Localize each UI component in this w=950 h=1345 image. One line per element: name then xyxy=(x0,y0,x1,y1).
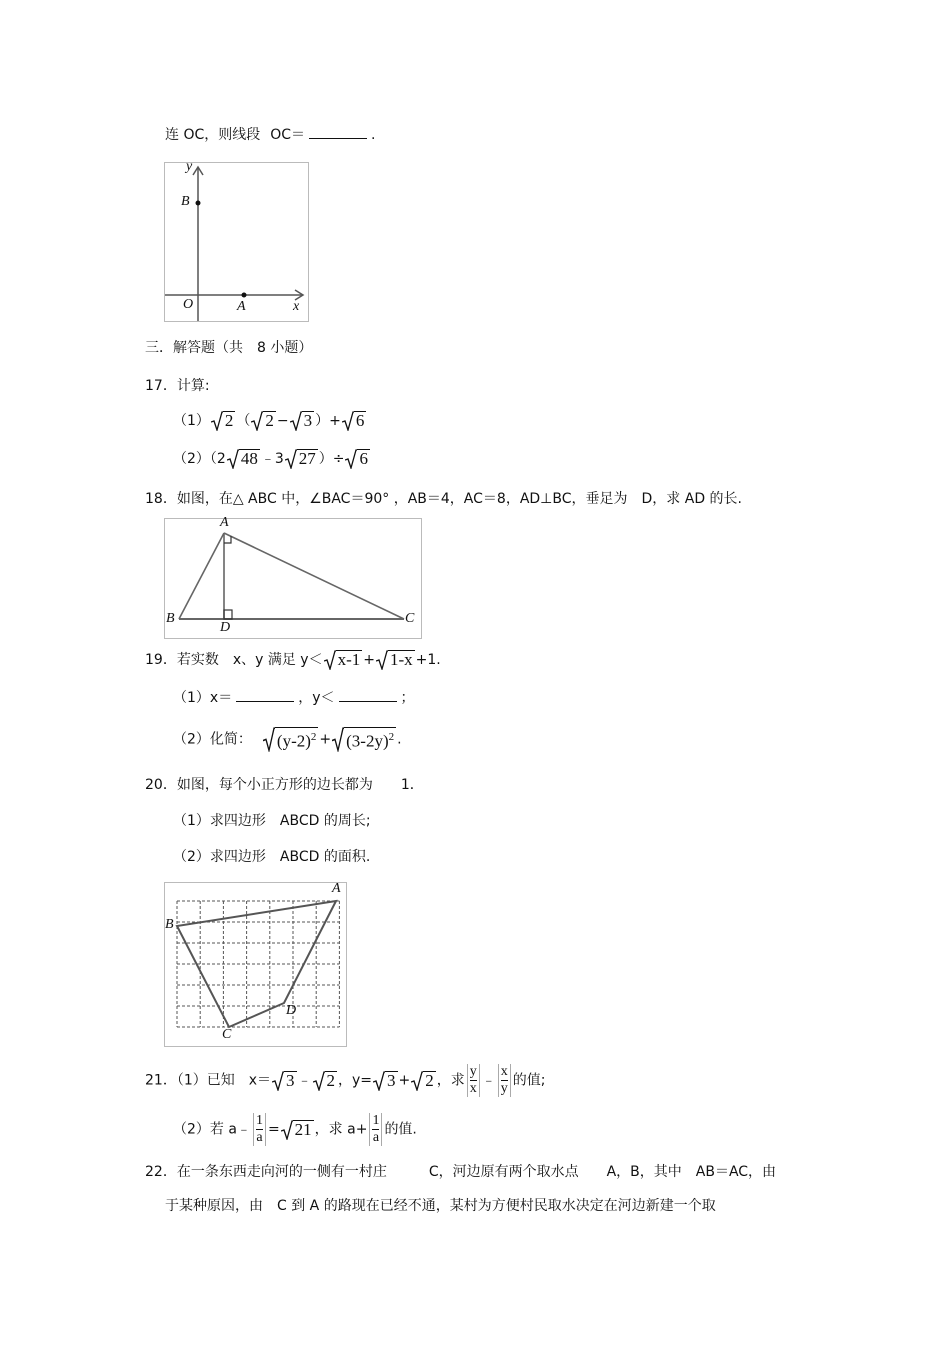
figure-axes xyxy=(164,159,309,322)
part-text: 的值; xyxy=(512,1072,546,1089)
q21-part2 xyxy=(173,1113,417,1146)
q22-line1: 22．在一条东西走向河的一侧有一村庄 C，河边原有两个取水点 A，B，其中 AB＝AC，由 xyxy=(145,1164,777,1180)
q17-title: 17．计算: xyxy=(145,378,210,394)
sqrt-expr xyxy=(332,727,396,752)
q17-part1 xyxy=(173,411,367,431)
sqrt-expr xyxy=(376,650,415,670)
sqrt-expr xyxy=(345,449,370,469)
section-3-heading: 三．解答题（共 8 小题） xyxy=(145,340,313,356)
origin-label: O xyxy=(183,297,194,312)
operator: + xyxy=(363,652,375,668)
q16-period: . xyxy=(371,127,376,143)
part-text: （2）化简： xyxy=(173,731,252,748)
radicand: 2 xyxy=(265,411,274,430)
sqrt-expr xyxy=(313,1071,338,1091)
fraction xyxy=(467,1064,480,1097)
operator: + xyxy=(398,1072,411,1089)
denominator: x xyxy=(469,1081,477,1096)
vertex-a-label: A xyxy=(220,515,229,530)
operator: = xyxy=(267,1121,280,1138)
q16-tail xyxy=(165,124,376,145)
q21-lead: 21．（1）已知 x＝ xyxy=(145,1072,272,1089)
q19-part1 xyxy=(173,687,415,708)
part-text: ，y＜ xyxy=(298,690,335,706)
part-text: ，求 xyxy=(436,1072,465,1089)
part-text: 的值. xyxy=(384,1121,417,1138)
figure-triangle xyxy=(164,515,422,639)
q19-part2 xyxy=(173,727,402,752)
numerator: 1 xyxy=(255,1113,263,1128)
q16-oc: OC＝ xyxy=(270,127,306,143)
fraction xyxy=(369,1113,382,1146)
q17-part2 xyxy=(173,449,371,469)
vertex-d-label: D xyxy=(286,1003,297,1018)
part-text: ，y= xyxy=(338,1072,373,1089)
radicand: 27 xyxy=(298,449,316,468)
sqrt-expr xyxy=(324,650,363,670)
radicand: 2 xyxy=(224,411,234,430)
part-text: ，求 a+ xyxy=(314,1121,368,1138)
sqrt-expr xyxy=(251,411,276,431)
radicand: 3 xyxy=(303,411,313,430)
q19-text xyxy=(145,650,441,670)
exponent: 2 xyxy=(388,731,395,743)
denominator: y xyxy=(500,1081,508,1096)
sqrt-expr xyxy=(342,411,367,431)
figure-grid xyxy=(164,882,347,1047)
axis-y-label: y xyxy=(186,159,193,174)
radicand: (y-2) xyxy=(276,731,311,751)
radicand: 3 xyxy=(286,1070,295,1090)
q18-text: 18．如图，在△ ABC 中，∠BAC＝90° ，AB＝4，AC＝8，AD⊥BC，垂足为 D，求 AD 的长. xyxy=(145,491,742,507)
radicand: x-1 xyxy=(337,650,361,669)
axis-x-label: x xyxy=(293,299,300,314)
q19-lead: 19．若实数 x、y 满足 y＜ xyxy=(145,652,323,668)
radicand: 2 xyxy=(425,1070,434,1090)
sqrt-expr xyxy=(411,1071,436,1091)
sqrt-expr xyxy=(227,449,260,469)
sqrt-expr xyxy=(285,449,318,469)
point-a-label: A xyxy=(237,299,246,314)
vertex-b-label: B xyxy=(165,917,174,932)
fraction xyxy=(253,1113,266,1146)
paren: （ xyxy=(236,413,251,429)
answer-blank xyxy=(339,687,397,702)
sqrt-expr xyxy=(281,1120,314,1140)
operator: + xyxy=(319,731,332,748)
exponent: 2 xyxy=(310,731,317,743)
part-number: （1） xyxy=(173,413,210,429)
vertex-a-label: A xyxy=(332,881,341,896)
denominator: a xyxy=(372,1130,380,1145)
operator: ）÷ xyxy=(318,451,345,467)
radicand: 6 xyxy=(355,411,365,430)
radicand: 2 xyxy=(326,1070,336,1090)
triangle-svg xyxy=(165,519,421,638)
numerator: 1 xyxy=(372,1113,380,1128)
radicand: (3-2y) xyxy=(346,731,389,751)
sqrt-expr xyxy=(290,411,315,431)
q20-text: 20．如图，每个小正方形的边长都为 1． xyxy=(145,777,424,793)
sqrt-expr xyxy=(263,727,318,752)
operator: ﹣ xyxy=(297,1072,312,1089)
radicand: 3 xyxy=(387,1070,396,1090)
part-text: （2）若 a﹣ xyxy=(173,1121,251,1138)
point-b-label: B xyxy=(181,194,190,209)
part-text: ； xyxy=(400,690,415,706)
operator: ﹣ xyxy=(481,1072,496,1089)
radicand: 21 xyxy=(294,1119,312,1139)
sqrt-expr xyxy=(272,1071,297,1091)
operator: − xyxy=(276,413,289,429)
answer-blank xyxy=(236,687,294,702)
sqrt-expr xyxy=(211,411,236,431)
q22-line2: 于某种原因，由 C 到 A 的路现在已经不通，某村为方便村民取水决定在河边新建一个取 xyxy=(165,1198,716,1214)
q20-part1: （1）求四边形 ABCD 的周长; xyxy=(173,813,371,829)
grid-svg xyxy=(165,883,346,1046)
part-number: （2）（2 xyxy=(173,451,226,467)
radicand: 1-x xyxy=(389,650,413,669)
radicand: 48 xyxy=(240,449,258,468)
vertex-b-label: B xyxy=(166,611,175,626)
part-text: . xyxy=(397,731,402,748)
denominator: a xyxy=(256,1130,263,1145)
vertex-d-label: D xyxy=(220,620,231,635)
numerator: y xyxy=(469,1064,477,1079)
radicand: 6 xyxy=(359,449,368,468)
part-text: （1）x＝ xyxy=(173,690,233,706)
paren: ） xyxy=(315,413,330,429)
q16-text: 连 OC，则线段 xyxy=(165,127,261,143)
q21-part1 xyxy=(145,1064,545,1097)
fraction xyxy=(498,1064,511,1097)
vertex-c-label: C xyxy=(405,611,415,626)
numerator: x xyxy=(500,1064,508,1079)
q19-tail: +1. xyxy=(415,652,441,668)
operator: + xyxy=(329,413,341,429)
vertex-c-label: C xyxy=(222,1027,232,1042)
sqrt-expr xyxy=(373,1071,398,1091)
q20-part2: （2）求四边形 ABCD 的面积. xyxy=(173,849,371,865)
operator: ﹣3 xyxy=(260,451,284,467)
answer-blank xyxy=(309,124,367,139)
